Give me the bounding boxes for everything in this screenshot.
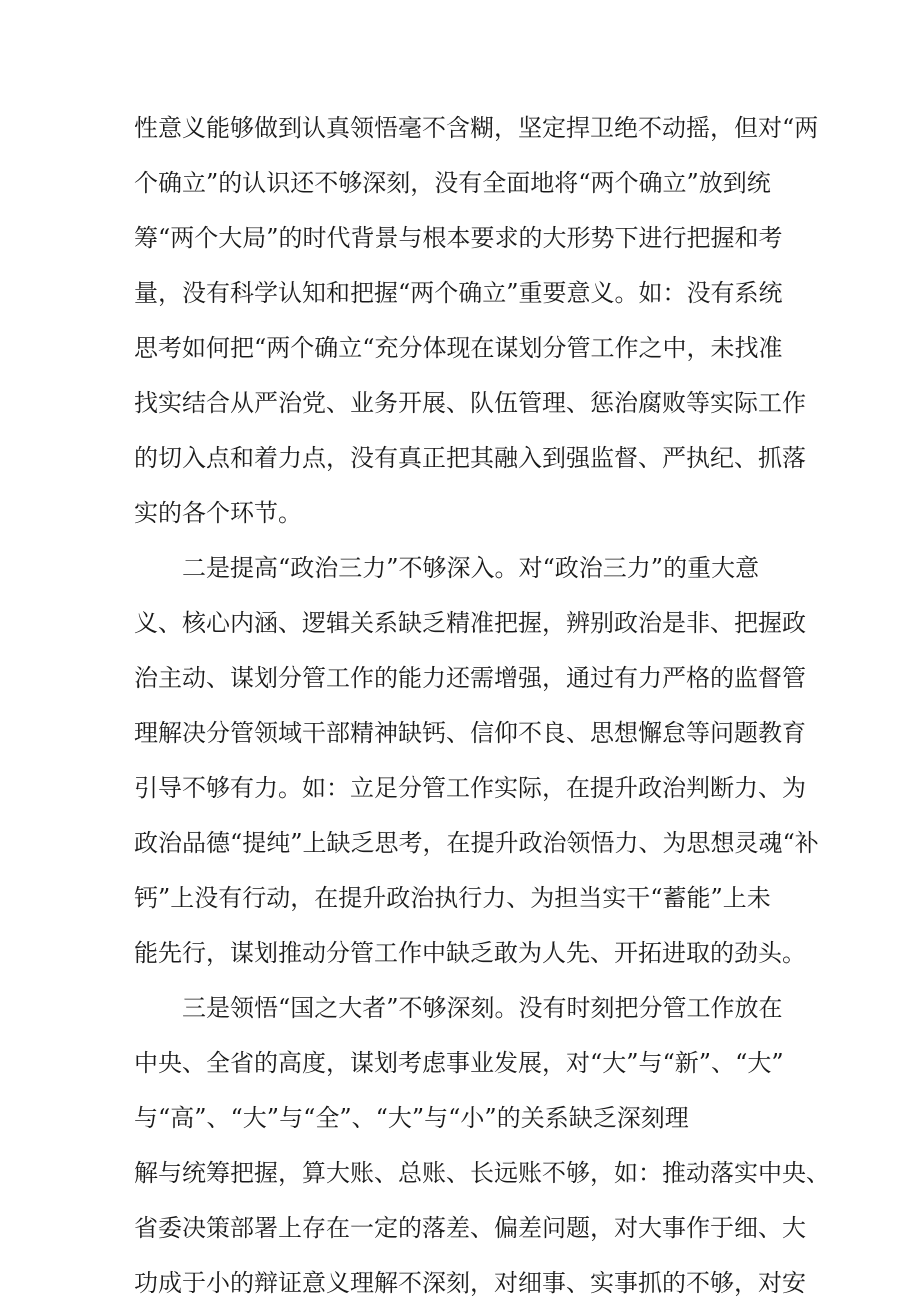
paragraph-first-line: 二是提高“政治三力”不够深入。对“政治三力”的重大意 [182,554,760,582]
text-line: 能先行，谋划推动分管工作中缺乏敢为人先、开拓进取的劲头。 [134,939,806,967]
text-line: 找实结合从严治党、业务开展、队伍管理、惩治腐败等实际工作 [134,389,806,417]
text-line: 性意义能够做到认真领悟毫不含糊，坚定捍卫绝不动摇，但对“两 [134,114,819,142]
text-line: 思考如何把“两个确立“充分体现在谋划分管工作之中，未找准 [134,334,783,362]
text-line: 理解决分管领域干部精神缺钙、信仰不良、思想懈怠等问题教育 [134,719,806,747]
text-line: 义、核心内涵、逻辑关系缺乏精准把握，辨别政治是非、把握政 [134,609,806,637]
paragraph-first-line: 三是领悟“国之大者”不够深刻。没有时刻把分管工作放在 [182,994,783,1022]
text-line: 的切入点和着力点，没有真正把其融入到强监督、严执纪、抓落 [134,444,806,472]
text-line: 中央、全省的高度，谋划考虑事业发展，对“大”与“新”、“大” [134,1049,784,1077]
text-line: 实的各个环节。 [134,499,302,527]
text-line: 个确立”的认识还不够深刻，没有全面地将“两个确立”放到统 [134,169,771,197]
text-line: 筹“两个大局”的时代背景与根本要求的大形势下进行把握和考 [134,224,783,252]
text-line: 解与统筹把握，算大账、总账、长远账不够，如：推动落实中央、 [134,1159,830,1187]
text-line: 与“高”、“大”与“全”、“大”与“小”的关系缺乏深刻理 [134,1104,689,1132]
text-line: 量，没有科学认知和把握“两个确立”重要意义。如：没有系统 [134,279,783,307]
text-line: 省委决策部署上存在一定的落差、偏差问题，对大事作于细、大 [134,1214,806,1242]
text-line: 引导不够有力。如：立足分管工作实际，在提升政治判断力、为 [134,774,806,802]
text-line: 钙”上没有行动，在提升政治执行力、为担当实干“蓄能”上未 [134,884,771,912]
text-line: 政治品德“提纯”上缺乏思考，在提升政治领悟力、为思想灵魂“补 [134,829,819,857]
text-line: 治主动、谋划分管工作的能力还需增强，通过有力严格的监督管 [134,664,806,692]
text-line: 功成于小的辩证意义理解不深刻，对细事、实事抓的不够，对安 [134,1269,806,1297]
